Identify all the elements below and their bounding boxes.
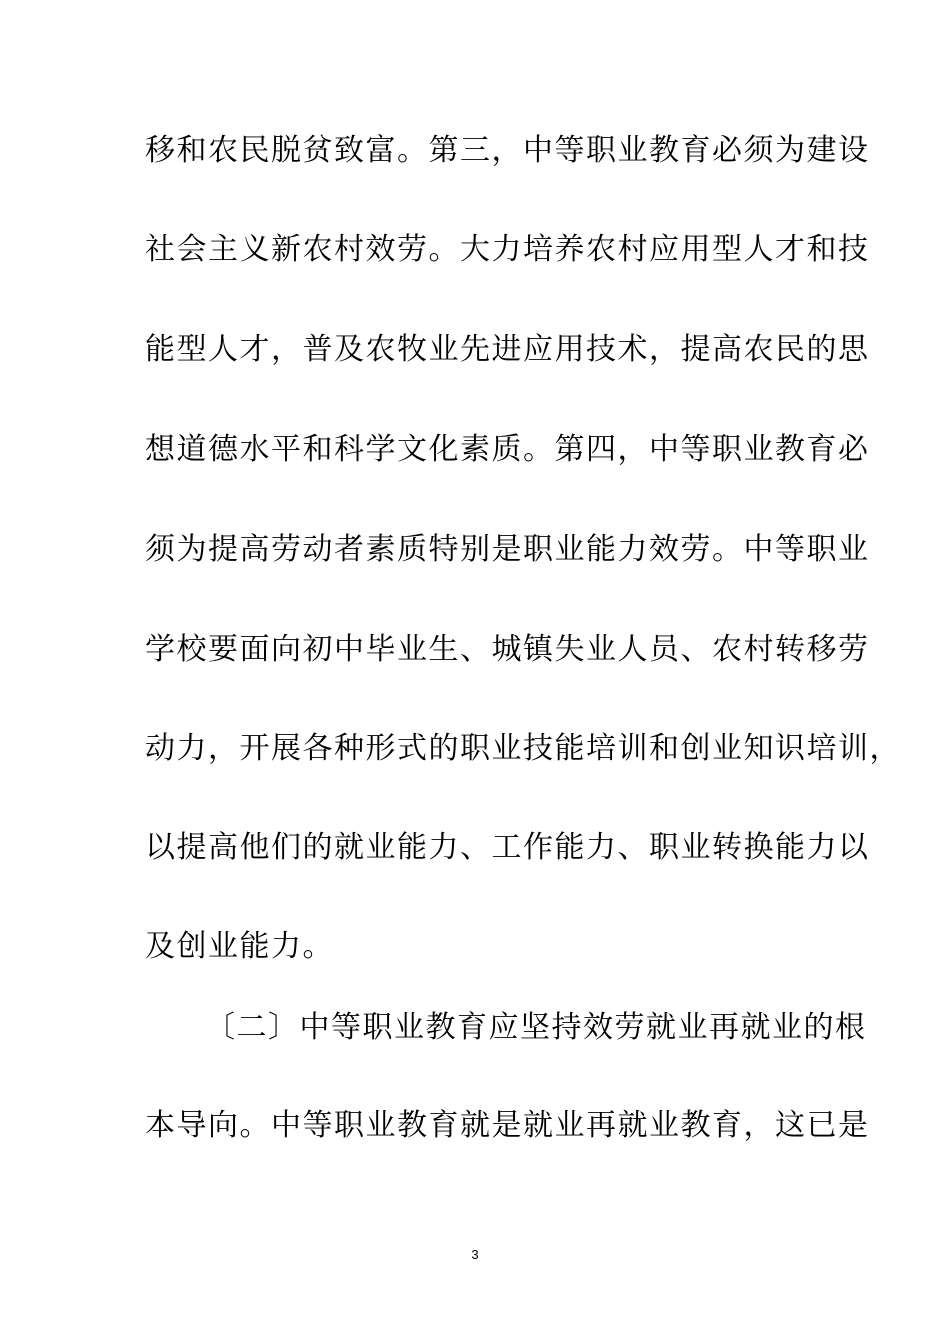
text-line-1: 移和农民脱贫致富。第三，中等职业教育必须为建设 [145, 133, 870, 168]
text-line-3: 能型人才，普及农牧业先进应用技术，提高农民的思 [145, 332, 870, 367]
page-number: 3 [471, 1247, 479, 1262]
text-line-10: 〔二〕中等职业教育应坚持效劳就业再就业的根 [205, 1010, 867, 1045]
text-line-5: 须为提高劳动者素质特别是职业能力效劳。中等职业 [145, 532, 870, 567]
text-line-4: 想道德水平和科学文化素质。第四，中等职业教育必 [145, 432, 870, 467]
text-line-6: 学校要面向初中毕业生、城镇失业人员、农村转移劳 [145, 632, 870, 667]
text-line-2: 社会主义新农村效劳。大力培养农村应用型人才和技 [145, 232, 870, 267]
text-line-8: 以提高他们的就业能力、工作能力、职业转换能力以 [145, 830, 870, 865]
text-line-9: 及创业能力。 [145, 929, 334, 964]
text-line-11: 本导向。中等职业教育就是就业再就业教育，这已是 [145, 1108, 870, 1143]
text-line-7: 动力，开展各种形式的职业技能培训和创业知识培训， [145, 731, 901, 766]
